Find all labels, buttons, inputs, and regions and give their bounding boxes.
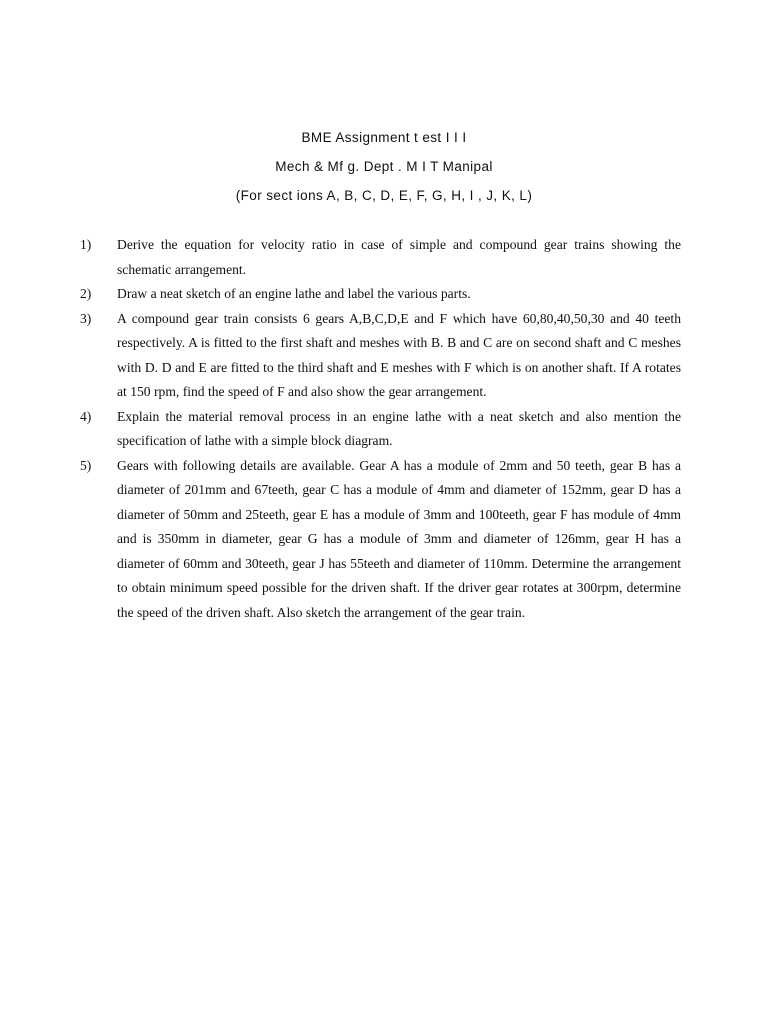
question-list [80,233,681,625]
question-text: Draw a neat sketch of an engine lathe and label the various parts. [117,286,471,301]
department-line: Mech & Mf g. Dept . M I T Manipal [275,159,493,174]
question-item [80,454,681,626]
question-item [80,405,681,454]
question-number: 5) [80,457,92,473]
question-item [80,233,681,282]
question-number: 2) [80,286,92,301]
question-text: Derive the equation for velocity ratio in case of simple and compound gear trains showing the schematic arrangement. [117,237,681,277]
question-number: 4) [80,408,92,424]
sections-line: (For sect ions A, B, C, D, E, F, G, H, I , J, K, L) [235,188,533,203]
question-text: Explain the material removal process in an engine lathe with a neat sketch and also mention the specification of lathe with a simple block diagram. [117,408,681,448]
question-text: Gears with following details are available. Gear A has a module of 2mm and 50 teeth, gear B has a diameter of 201mm and 67teeth, gear C has a module of 4mm and diameter of 152mm, gear D has a diameter of 50mm and 25teeth, gear E has a module of 3mm and 100teeth, gear F has module of 4mm and is 350mm in diameter, gear G has a module of 3mm and diameter of 126mm, gear H has a diameter of 60mm and 30teeth, gear J has 55teeth and diameter of 110mm. Determine the arrangement to obtain minimum speed possible for the driven shaft. If the driver gear rotates at 300rpm, determine the speed of the driven shaft. Also sketch the arrangement of the gear train. [117,457,681,620]
assignment-title: BME Assignment t est I I I [301,130,467,145]
question-item [80,282,681,307]
question-number: 3) [80,310,92,326]
question-number: 1) [80,237,92,252]
question-item [80,307,681,405]
document-header [0,128,768,215]
question-text: A compound gear train consists 6 gears A,B,C,D,E and F which have 60,80,40,50,30 and 40 teeth respectively. A is fitted to the first shaft and meshes with B. B and C are on second shaft and C meshes with D. D and E are fitted to the third shaft and E meshes with F which is on another shaft. If A rotates at 150 rpm, find the speed of F and also show the gear arrangement. [117,310,681,399]
